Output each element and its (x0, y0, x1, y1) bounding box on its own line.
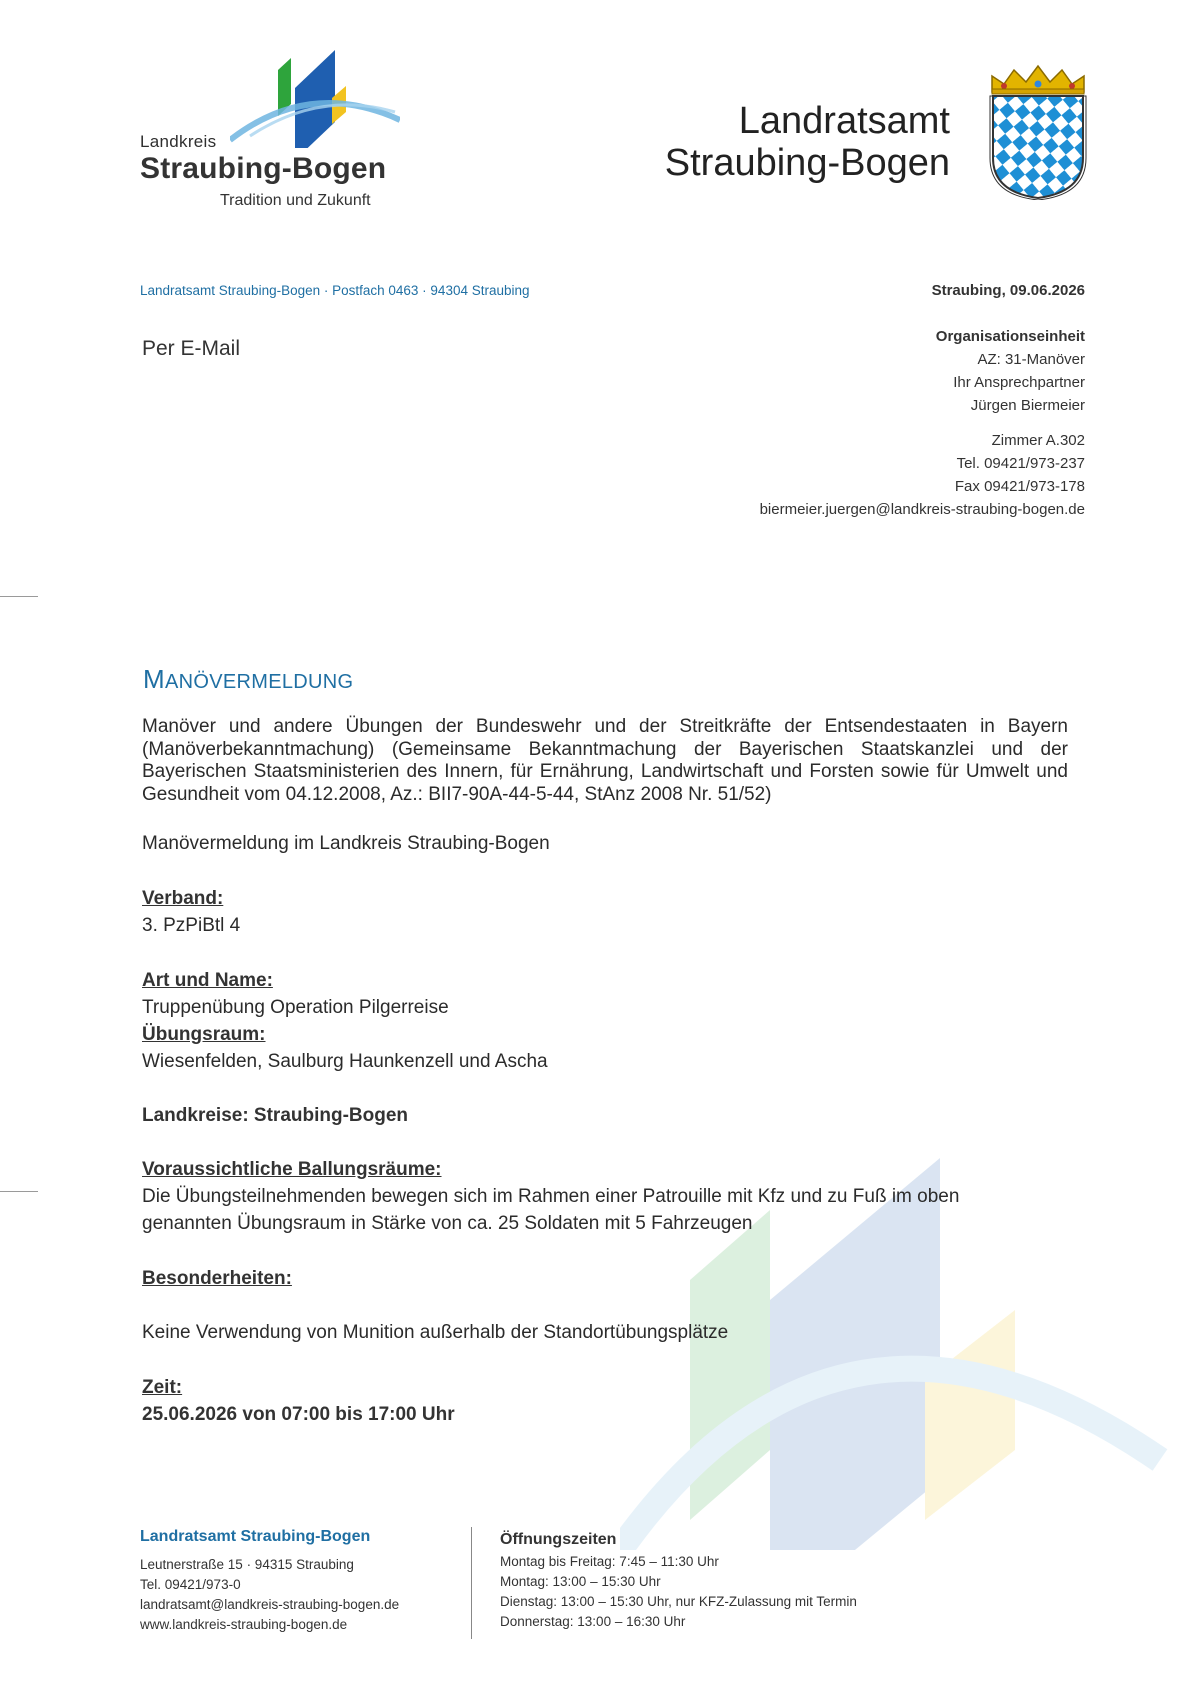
opening-hours-line: Montag: 13:00 – 15:30 Uhr (500, 1574, 661, 1589)
footer-address-block (140, 1527, 399, 1635)
return-address: Landratsamt Straubing-Bogen · Postfach 0463 · 94304 Straubing (140, 283, 530, 298)
footer-divider (471, 1527, 472, 1639)
opening-hours-line: Donnerstag: 13:00 – 16:30 Uhr (500, 1614, 686, 1629)
watermark-logo-icon (620, 1150, 1180, 1555)
opening-hours-line: Montag bis Freitag: 7:45 – 11:30 Uhr (500, 1554, 719, 1569)
uebungsraum-value: Wiesenfelden, Saulburg Haunkenzell und Ascha (142, 1051, 548, 1072)
office-title-line1: Landratsamt (738, 100, 950, 142)
footer-website[interactable]: www.landkreis-straubing-bogen.de (140, 1617, 348, 1632)
intro-paragraph: Manöver und andere Übungen der Bundeswehr und der Streitkräfte der Entsendestaaten in Bayern (Manöverbekanntmachung) (Gemeinsame Bekanntmachung der Bayerischen Staatskanzlei und der Bayerischen Staatsministerien des Innern, für Ernährung, Landwirtschaft und Forsten sowie für Umwelt und Gesundheit vom 04.12.2008, Az.: BII7-90A-44-5-44, StAnz 2008 Nr. 51/52) (142, 716, 1068, 805)
letter-date: Straubing, 09.06.2026 (931, 282, 1085, 299)
logo-tagline: Tradition und Zukunft (220, 192, 371, 209)
district-logo (140, 48, 400, 218)
subject-rest: ANÖVERMELDUNG (164, 671, 354, 693)
ballungsraeume-label: Voraussichtliche Ballungsräume: (142, 1159, 442, 1180)
contact-room: Zimmer A.302 (991, 432, 1085, 449)
art-value: Truppenübung Operation Pilgerreise (142, 997, 449, 1018)
unit-label: Organisationseinheit (935, 328, 1085, 345)
contact-fax: Fax 09421/973-178 (954, 478, 1085, 495)
zeit-label: Zeit: (142, 1377, 183, 1398)
opening-hours-line: Dienstag: 13:00 – 15:30 Uhr, nur KFZ-Zulassung mit Termin (500, 1594, 857, 1609)
ballungsraeume-value-line2: genannten Übungsraum in Stärke von ca. 25 Soldaten mit 5 Fahrzeugen (142, 1213, 753, 1234)
footer-phone: Tel. 09421/973-0 (140, 1577, 241, 1592)
contact-block (760, 325, 1085, 521)
ballungsraeume-value-line1: Die Übungsteilnehmenden bewegen sich im Rahmen einer Patrouille mit Kfz und zu Fuß im oben (142, 1186, 960, 1207)
verband-label: Verband: (142, 888, 224, 909)
contact-label: Ihr Ansprechpartner (953, 374, 1085, 391)
fold-mark-bottom (0, 1191, 38, 1192)
besonderheiten-value: Keine Verwendung von Munition außerhalb der Standortübungsplätze (142, 1322, 729, 1343)
besonderheiten-label: Besonderheiten: (142, 1268, 292, 1289)
reference-number: AZ: 31-Manöver (977, 351, 1085, 368)
contact-phone: Tel. 09421/973-237 (956, 455, 1085, 472)
footer-org-name: Landratsamt Straubing-Bogen (140, 1528, 371, 1545)
office-title-line2: Straubing-Bogen (664, 142, 950, 184)
contact-email[interactable]: biermeier.juergen@landkreis-straubing-bogen.de (759, 501, 1085, 518)
footer-email[interactable]: landratsamt@landkreis-straubing-bogen.de (140, 1597, 400, 1612)
logo-district-name: Straubing-Bogen (140, 152, 387, 185)
subline: Manövermeldung im Landkreis Straubing-Bogen (142, 833, 550, 854)
art-label: Art und Name: (142, 970, 273, 991)
logo-district-label: Landkreis (140, 132, 217, 151)
verband-value: 3. PzPiBtl 4 (142, 915, 241, 936)
footer-street: Leutnerstraße 15 · 94315 Straubing (140, 1557, 354, 1572)
contact-name: Jürgen Biermeier (970, 397, 1085, 414)
bavarian-coat-of-arms-icon (988, 62, 1088, 205)
recipient-line: Per E-Mail (142, 337, 241, 360)
footer-opening-hours (500, 1530, 857, 1632)
landkreise-line: Landkreise: Straubing-Bogen (142, 1105, 409, 1126)
district-logo-mark-icon (230, 48, 400, 148)
fold-mark-top (0, 596, 38, 597)
subject-heading (143, 664, 353, 695)
office-title (665, 100, 950, 184)
uebungsraum-label: Übungsraum: (142, 1024, 266, 1045)
subject-initial: M (143, 664, 165, 694)
zeit-value: 25.06.2026 von 07:00 bis 17:00 Uhr (142, 1404, 455, 1425)
opening-hours-title: Öffnungszeiten (500, 1531, 617, 1548)
